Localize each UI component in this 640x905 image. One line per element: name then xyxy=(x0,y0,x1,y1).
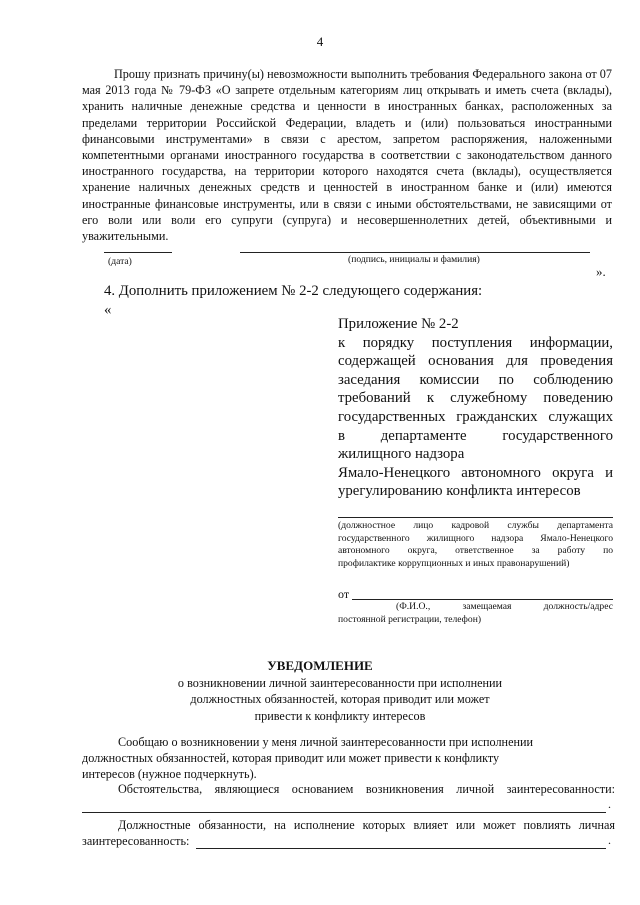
appendix-line: жилищного надзора xyxy=(338,446,465,463)
date-line xyxy=(104,252,172,253)
signature-line xyxy=(240,252,590,253)
duties-prefix: заинтересованность: xyxy=(82,834,190,848)
closing-quote: ». xyxy=(596,264,606,279)
grounds-label: Обстоятельства, являющиеся основанием возникновения личной заинтересованности: xyxy=(118,782,615,796)
appendix-line: урегулированию конфликта интересов xyxy=(338,483,581,500)
from-label: от xyxy=(338,587,350,601)
date-label: (дата) xyxy=(108,256,132,267)
fio-text: постоянной регистрации, телефон) xyxy=(338,613,482,625)
appendix-title: Приложение № 2-2 xyxy=(338,316,459,332)
open-quote: « xyxy=(104,302,112,318)
addressee-text: государственного жилищного надзора Ямало-Ненецкого xyxy=(338,532,613,544)
item-4: 4. Дополнить приложением № 2-2 следующего содержания: xyxy=(104,283,483,299)
notice-body-line: должностных обязанностей, которая приводит или может привести к конфликту xyxy=(82,751,500,766)
appendix-line: государственных гражданских служащих xyxy=(338,408,613,425)
addressee-caption xyxy=(338,520,613,570)
fio-text: (Ф.И.О., замещаемая должность/адрес xyxy=(396,601,613,612)
appendix-line: в департаменте государственного xyxy=(338,427,613,444)
addressee-text: автономного округа, ответственное за работу по xyxy=(338,545,613,556)
request-paragraph: Прошу признать причину(ы) невозможности выполнить требования Федерального закона от 07 мая 2013 года № 79-ФЗ «О запрете отдельным категориям лиц открывать и иметь счета (вклады), хранить наличные денежные средства и ценности в иностранных банках, расположенных за пределами территории Российской Федерации, владеть и (или) пользоваться иностранными финансовыми инструментами» в связи с арестом, запретом распоряжения, наложенными компетентными органами иностранного государства в соответствии с законодательством данного иностранного государства, на территории которого находятся счета (вклады), осуществляется хранение наличных денежных средств и ценностей в иностранном банке и (или) имеются иностранные финансовые инструменты, или в связи с иными обстоятельствами, не зависящими от его воли или воли его супруги (супруга) и несовершеннолетних детей, объективными и уважительными. xyxy=(82,67,612,244)
grounds-period: . xyxy=(608,797,611,811)
fio-caption xyxy=(338,601,613,626)
addressee-text: (должностное лицо кадровой службы департамента xyxy=(338,520,613,531)
appendix-line: заседания комиссии по соблюдению xyxy=(338,371,613,388)
notice-subtitle-line: о возникновении личной заинтересованности при исполнении xyxy=(177,676,503,690)
page-number: 4 xyxy=(316,34,324,49)
notice-title: УВЕДОМЛЕНИЕ xyxy=(267,658,373,673)
notice-subtitle-line: должностных обязанностей, которая приводит или может xyxy=(190,692,490,707)
appendix-line: требований к служебному поведению xyxy=(338,390,613,407)
addressee-text: профилактике коррупционных и иных правонарушений) xyxy=(338,557,570,569)
appendix-line: содержащей основания для проведения xyxy=(338,353,613,370)
notice-body-line: интересов (нужное подчеркнуть). xyxy=(82,767,257,782)
notice-body-line: Сообщаю о возникновении у меня личной заинтересованности при исполнении xyxy=(118,735,534,749)
appendix-line: Ямало-Ненецкого автономного округа и xyxy=(338,464,613,481)
signature-label: (подпись, инициалы и фамилия) xyxy=(348,254,480,265)
duties-period: . xyxy=(608,833,611,847)
grounds-fill-line xyxy=(82,812,606,813)
duties-label: Должностные обязанности, на исполнение которых влияет или может повлиять личная xyxy=(118,818,615,832)
addressee-line xyxy=(338,517,613,518)
from-line xyxy=(352,599,613,600)
notice-body xyxy=(82,734,617,783)
duties-fill-line xyxy=(196,848,606,849)
notice-subtitle xyxy=(60,675,620,724)
appendix-line: к порядку поступления информации, xyxy=(338,334,613,351)
appendix-block xyxy=(338,315,613,501)
notice-subtitle-line: привести к конфликту интересов xyxy=(254,708,426,723)
